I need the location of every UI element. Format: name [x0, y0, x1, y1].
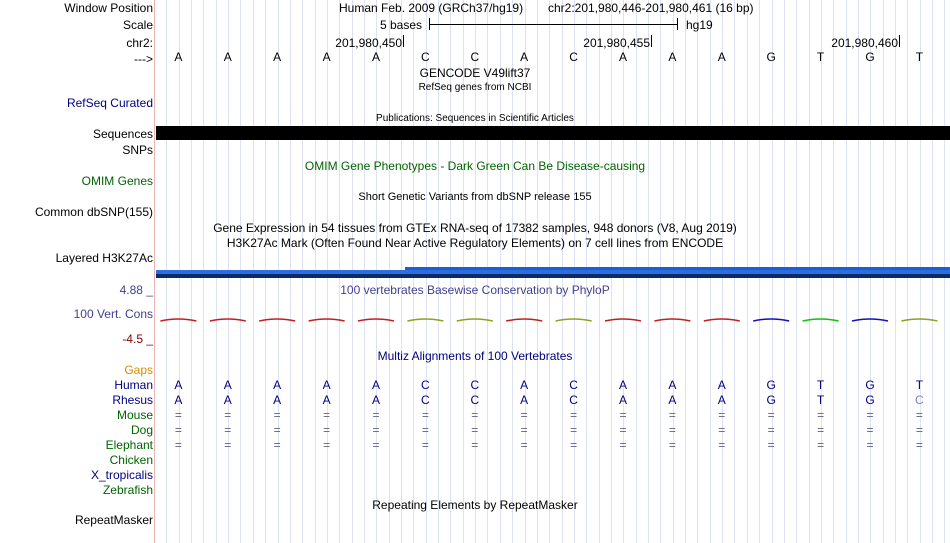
- aligned-base: T: [915, 378, 924, 392]
- aligned-base: C: [421, 378, 430, 392]
- aligned-base: =: [372, 438, 380, 452]
- sequences-track-bar[interactable]: [156, 126, 950, 140]
- aligned-base: =: [619, 408, 627, 422]
- aligned-base: C: [915, 393, 924, 407]
- aligned-base: =: [767, 438, 775, 452]
- ruler-tick-label: 201,980,455: [583, 36, 650, 50]
- reference-base: A: [273, 50, 282, 64]
- aligned-base: C: [569, 378, 578, 392]
- phylop-track-desc[interactable]: 100 vertebrates Basewise Conservation by PhyloP: [340, 283, 610, 297]
- aligned-base: A: [273, 378, 282, 392]
- aligned-base: A: [371, 378, 380, 392]
- aligned-base: =: [273, 408, 281, 422]
- reference-base: C: [421, 50, 430, 64]
- aligned-base: =: [767, 408, 775, 422]
- aligned-base: A: [618, 378, 627, 392]
- gtex-track-desc[interactable]: Gene Expression in 54 tissues from GTEx RNA-seq of 17382 samples, 948 donors (V8, Aug 2019): [213, 221, 737, 235]
- ruler-tick-label: 201,980,460: [831, 36, 898, 50]
- chr-label: chr2:: [126, 36, 153, 50]
- scale-bar: [429, 24, 677, 25]
- aligned-base: =: [224, 408, 232, 422]
- aligned-base: A: [322, 393, 331, 407]
- reference-base: C: [569, 50, 578, 64]
- aligned-base: =: [817, 438, 825, 452]
- reference-base: T: [816, 50, 825, 64]
- aligned-base: T: [816, 378, 825, 392]
- aligned-base: A: [223, 378, 232, 392]
- phylop-score-mark: [852, 319, 888, 321]
- aligned-base: =: [520, 408, 528, 422]
- reference-base: T: [915, 50, 924, 64]
- aligned-base: =: [520, 423, 528, 437]
- assembly-text: Human Feb. 2009 (GRCh37/hg19): [339, 1, 524, 15]
- species-label[interactable]: Rhesus: [112, 393, 153, 407]
- aligned-base: C: [569, 393, 578, 407]
- scale-label: Scale: [122, 18, 153, 32]
- phylop-conservation-plot: [0, 312, 950, 328]
- phylop-score-mark: [210, 319, 246, 321]
- aligned-base: A: [174, 378, 183, 392]
- gencode-track-title[interactable]: GENCODE V49lift37: [419, 66, 531, 80]
- omim-track-label[interactable]: OMIM Genes: [81, 174, 153, 188]
- species-label[interactable]: Zebrafish: [102, 483, 153, 497]
- aligned-base: =: [372, 423, 380, 437]
- aligned-base: =: [866, 423, 874, 437]
- scale-db: hg19: [686, 18, 713, 32]
- aligned-base: A: [371, 393, 380, 407]
- species-label[interactable]: Dog: [130, 423, 153, 437]
- publications-track-desc[interactable]: Publications: Sequences in Scientific Articles: [376, 113, 574, 124]
- aligned-base: =: [174, 423, 182, 437]
- ruler-tick-label: 201,980,450: [335, 36, 402, 50]
- phylop-score-mark: [407, 319, 443, 321]
- aligned-base: =: [174, 438, 182, 452]
- aligned-base: A: [520, 378, 529, 392]
- reference-base: A: [322, 50, 331, 64]
- h3k27ac-signal-base: [156, 274, 950, 278]
- aligned-base: =: [718, 408, 726, 422]
- aligned-base: =: [668, 438, 676, 452]
- aligned-base: A: [668, 393, 677, 407]
- aligned-base: =: [174, 408, 182, 422]
- phylop-score-mark: [160, 319, 196, 321]
- ruler-tick: [899, 35, 900, 47]
- aligned-base: C: [470, 393, 480, 407]
- aligned-base: =: [668, 408, 676, 422]
- strand-label: --->: [134, 52, 153, 66]
- aligned-base: A: [223, 393, 232, 407]
- reference-base: A: [223, 50, 232, 64]
- aligned-base: =: [471, 423, 479, 437]
- aligned-base: G: [766, 378, 776, 392]
- aligned-base: T: [816, 393, 825, 407]
- h3k27ac-track-desc[interactable]: H3K27Ac Mark (Often Found Near Active Regulatory Elements) on 7 cell lines from ENCODE: [226, 236, 724, 250]
- multiz-track-desc[interactable]: Multiz Alignments of 100 Vertebrates: [377, 349, 573, 363]
- reference-base: A: [174, 50, 183, 64]
- reference-base: C: [470, 50, 480, 64]
- phylop-score-mark: [259, 319, 295, 321]
- aligned-base: =: [866, 438, 874, 452]
- aligned-base: G: [865, 393, 875, 407]
- aligned-base: G: [865, 378, 875, 392]
- aligned-base: C: [421, 393, 430, 407]
- aligned-base: A: [322, 378, 331, 392]
- aligned-base: =: [866, 408, 874, 422]
- aligned-base: =: [224, 423, 232, 437]
- cons-max-label: 4.88 _: [119, 283, 153, 297]
- aligned-base: =: [520, 438, 528, 452]
- aligned-base: =: [421, 408, 429, 422]
- scale-text: 5 bases: [380, 18, 423, 32]
- cons-track-label[interactable]: 100 Vert. Cons: [73, 307, 153, 321]
- omim-track-desc[interactable]: OMIM Gene Phenotypes - Dark Green Can Be Disease-causing: [304, 159, 646, 173]
- aligned-base: =: [718, 423, 726, 437]
- reference-base: A: [520, 50, 529, 64]
- aligned-base: A: [668, 378, 677, 392]
- aligned-base: =: [421, 423, 429, 437]
- aligned-base: =: [767, 423, 775, 437]
- phylop-score-mark: [309, 319, 345, 321]
- species-label[interactable]: X_tropicalis: [90, 468, 153, 482]
- ruler-tick: [651, 35, 652, 47]
- phylop-score-mark: [901, 319, 937, 321]
- refseq-track-desc[interactable]: RefSeq genes from NCBI: [418, 82, 532, 93]
- species-label[interactable]: Elephant: [105, 438, 153, 452]
- aligned-base: =: [570, 408, 578, 422]
- reference-base: A: [717, 50, 726, 64]
- h3k27ac-track-label[interactable]: Layered H3K27Ac: [55, 251, 153, 265]
- aligned-base: =: [323, 408, 331, 422]
- aligned-base: =: [619, 438, 627, 452]
- aligned-base: G: [766, 393, 776, 407]
- aligned-base: =: [915, 408, 923, 422]
- phylop-score-mark: [753, 319, 789, 321]
- phylop-score-mark: [803, 319, 839, 321]
- phylop-score-mark: [358, 319, 394, 321]
- phylop-score-mark: [654, 319, 690, 321]
- aligned-base: =: [372, 408, 380, 422]
- position-text: chr2:201,980,446-201,980,461 (16 bp): [548, 1, 754, 15]
- phylop-score-mark: [605, 319, 641, 321]
- reference-base: G: [865, 50, 875, 64]
- repeatmasker-track-desc[interactable]: Repeating Elements by RepeatMasker: [372, 498, 578, 512]
- species-label[interactable]: Chicken: [109, 453, 153, 467]
- aligned-base: =: [619, 423, 627, 437]
- species-label[interactable]: Mouse: [116, 408, 153, 422]
- species-label[interactable]: Human: [114, 378, 153, 392]
- phylop-score-mark: [457, 319, 493, 321]
- aligned-base: =: [570, 438, 578, 452]
- aligned-base: A: [717, 378, 726, 392]
- reference-base: A: [668, 50, 677, 64]
- snps-track-label[interactable]: SNPs: [122, 143, 153, 157]
- aligned-base: =: [323, 438, 331, 452]
- scale-bar-right: [677, 18, 678, 30]
- aligned-base: =: [668, 423, 676, 437]
- reference-base: G: [766, 50, 776, 64]
- aligned-base: =: [273, 423, 281, 437]
- phylop-score-mark: [704, 319, 740, 321]
- aligned-base: =: [915, 423, 923, 437]
- aligned-base: =: [471, 408, 479, 422]
- aligned-base: =: [471, 438, 479, 452]
- refseq-track-label[interactable]: RefSeq Curated: [66, 96, 153, 110]
- window-position-label: Window Position: [64, 1, 153, 15]
- aligned-base: =: [718, 438, 726, 452]
- repeatmasker-track-label[interactable]: RepeatMasker: [74, 513, 153, 527]
- aligned-base: =: [273, 438, 281, 452]
- aligned-base: =: [915, 438, 923, 452]
- reference-base: A: [618, 50, 627, 64]
- aligned-base: A: [618, 393, 627, 407]
- aligned-base: =: [224, 438, 232, 452]
- aligned-base: A: [273, 393, 282, 407]
- dbsnp-track-label[interactable]: Common dbSNP(155): [34, 205, 153, 219]
- aligned-base: A: [520, 393, 529, 407]
- gaps-track-label[interactable]: Gaps: [124, 363, 153, 377]
- dbsnp-track-desc[interactable]: Short Genetic Variants from dbSNP release 155: [358, 191, 592, 203]
- aligned-base: =: [817, 408, 825, 422]
- aligned-base: =: [817, 423, 825, 437]
- phylop-score-mark: [556, 319, 592, 321]
- aligned-base: A: [174, 393, 183, 407]
- aligned-base: =: [421, 438, 429, 452]
- reference-base: A: [371, 50, 380, 64]
- cons-min-label: -4.5 _: [122, 332, 153, 346]
- phylop-score-mark: [506, 319, 542, 321]
- aligned-base: =: [323, 423, 331, 437]
- ruler-tick: [403, 35, 404, 47]
- aligned-base: =: [570, 423, 578, 437]
- aligned-base: C: [470, 378, 480, 392]
- sequences-track-label[interactable]: Sequences: [92, 127, 153, 141]
- aligned-base: A: [717, 393, 726, 407]
